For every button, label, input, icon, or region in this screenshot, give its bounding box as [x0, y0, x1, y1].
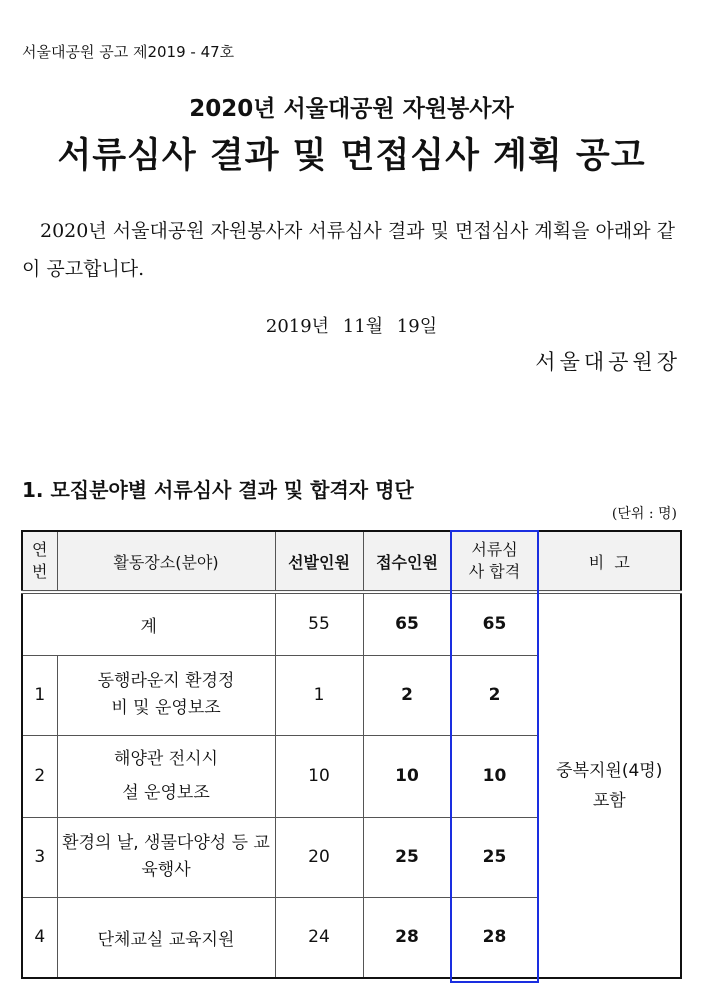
- row-place: 환경의 날, 생물다양성 등 교육행사: [57, 817, 275, 897]
- remark-cell: 중복지원(4명) 포함: [538, 592, 681, 978]
- title-line-2: 서류심사 결과 및 면접심사 계획 공고: [57, 136, 646, 176]
- announcement-paragraph: 2020년 서울대공원 자원봉사자 서류심사 결과 및 면접심사 계획을 아래와 같이 공고합니다.: [22, 220, 675, 280]
- row-place: 해양관 전시시설 운영보조: [57, 735, 275, 817]
- col-remark: 비 고: [538, 531, 681, 592]
- results-table: [21, 530, 682, 979]
- total-applied: 65: [363, 592, 451, 655]
- row-applied: 25: [363, 817, 451, 897]
- row-selected: 10: [275, 735, 363, 817]
- section-heading: 1. 모집분야별 서류심사 결과 및 합격자 명단: [22, 478, 414, 502]
- row-selected: 1: [275, 655, 363, 735]
- row-applied: 2: [363, 655, 451, 735]
- row-passed: 2: [451, 655, 538, 735]
- row-selected: 24: [275, 897, 363, 978]
- announcement-date: 2019년 11월 19일: [265, 316, 438, 337]
- col-applied: 접수인원: [363, 531, 451, 592]
- row-place: 단체교실 교육지원: [57, 897, 275, 978]
- notice-number: 서울대공원 공고 제2019 - 47호: [22, 43, 235, 61]
- row-passed: 28: [451, 897, 538, 978]
- row-passed: 10: [451, 735, 538, 817]
- total-label: 계: [22, 592, 275, 655]
- highlighted-column-border: [450, 530, 539, 983]
- row-applied: 28: [363, 897, 451, 978]
- col-place: 활동장소(분야): [57, 531, 275, 592]
- total-row: [22, 592, 681, 655]
- row-no: 1: [22, 655, 57, 735]
- col-no: 연번: [22, 531, 57, 592]
- row-no: 4: [22, 897, 57, 978]
- col-passed: 서류심사 합격: [451, 531, 538, 592]
- row-selected: 20: [275, 817, 363, 897]
- row-applied: 10: [363, 735, 451, 817]
- row-place: 동행라운지 환경정비 및 운영보조: [57, 655, 275, 735]
- total-passed: 65: [451, 592, 538, 655]
- col-selected: 선발인원: [275, 531, 363, 592]
- row-no: 3: [22, 817, 57, 897]
- title-line-1: 2020년 서울대공원 자원봉사자: [189, 96, 514, 122]
- table-header-row: [22, 531, 681, 592]
- total-selected: 55: [275, 592, 363, 655]
- unit-label: (단위 : 명): [611, 506, 677, 522]
- row-passed: 25: [451, 817, 538, 897]
- row-no: 2: [22, 735, 57, 817]
- signature: 서울대공원장: [535, 350, 681, 374]
